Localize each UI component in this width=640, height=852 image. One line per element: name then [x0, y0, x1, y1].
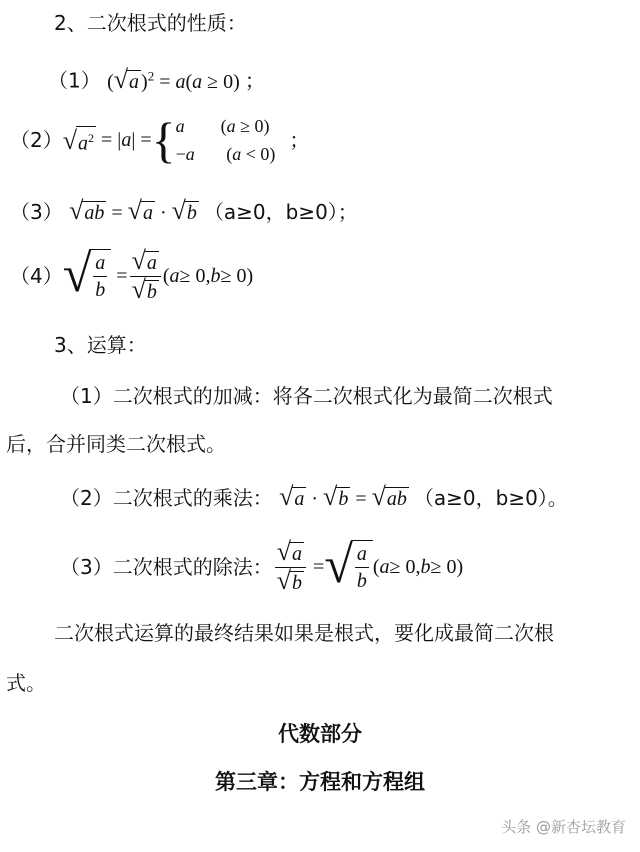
property-1-label: （1） — [48, 68, 101, 93]
property-2-label: （2） — [10, 128, 63, 152]
operation-2-formula: √ a · √ b = √ ab — [279, 482, 407, 511]
operation-2 — [60, 484, 568, 512]
property-3-formula: √ ab = √ a · √ b — [69, 196, 197, 225]
heading-operations: 3、运算： — [54, 333, 147, 357]
property-2 — [10, 110, 309, 170]
operation-1-line-1: （1）二次根式的加减：将各二次根式化为最简二次根式 — [60, 384, 553, 408]
property-2-formula: √ $a^2$ = | a | = { a (a ≥ 0) −a (a < 0) — [62, 112, 276, 168]
operation-2-condition: （a≥0，b≥0）。 — [413, 486, 568, 510]
property-1-tail: ； — [244, 68, 265, 93]
operation-3-formula: √ a √ b = √ $\frac{a}{b}$ ( a ≥ 0, b ≥ 0) — [276, 536, 464, 595]
property-3-label: （3） — [10, 200, 63, 224]
section-title: 代数部分 — [278, 722, 362, 746]
property-3-condition: （a≥0，b≥0）； — [203, 200, 358, 224]
property-4 — [10, 242, 253, 310]
heading-properties: 2、二次根式的性质： — [54, 11, 247, 35]
final-note-line-2: 式。 — [6, 671, 46, 695]
property-4-formula: √ $\frac{a}{b}$ = √ a √ b ( a ≥ 0, b ≥ 0) — [62, 245, 254, 304]
property-3 — [10, 198, 358, 226]
operation-2-label: （2）二次根式的乘法： — [60, 486, 273, 510]
operation-3-label: （3）二次根式的除法： — [60, 555, 273, 579]
watermark: 头条 @新杏坛教育 — [501, 818, 626, 836]
property-1-formula: ( √ a )$^2$ = a(a ≥ 0) — [107, 64, 240, 94]
final-note-line-1: 二次根式运算的最终结果如果是根式，要化成最简二次根 — [54, 621, 554, 645]
property-4-label: （4） — [10, 264, 63, 288]
operation-1-line-2: 后，合并同类二次根式。 — [6, 432, 226, 456]
chapter-title: 第三章：方程和方程组 — [215, 770, 425, 794]
property-1 — [48, 63, 265, 95]
operation-3 — [60, 532, 463, 602]
property-2-tail: ； — [289, 128, 310, 152]
